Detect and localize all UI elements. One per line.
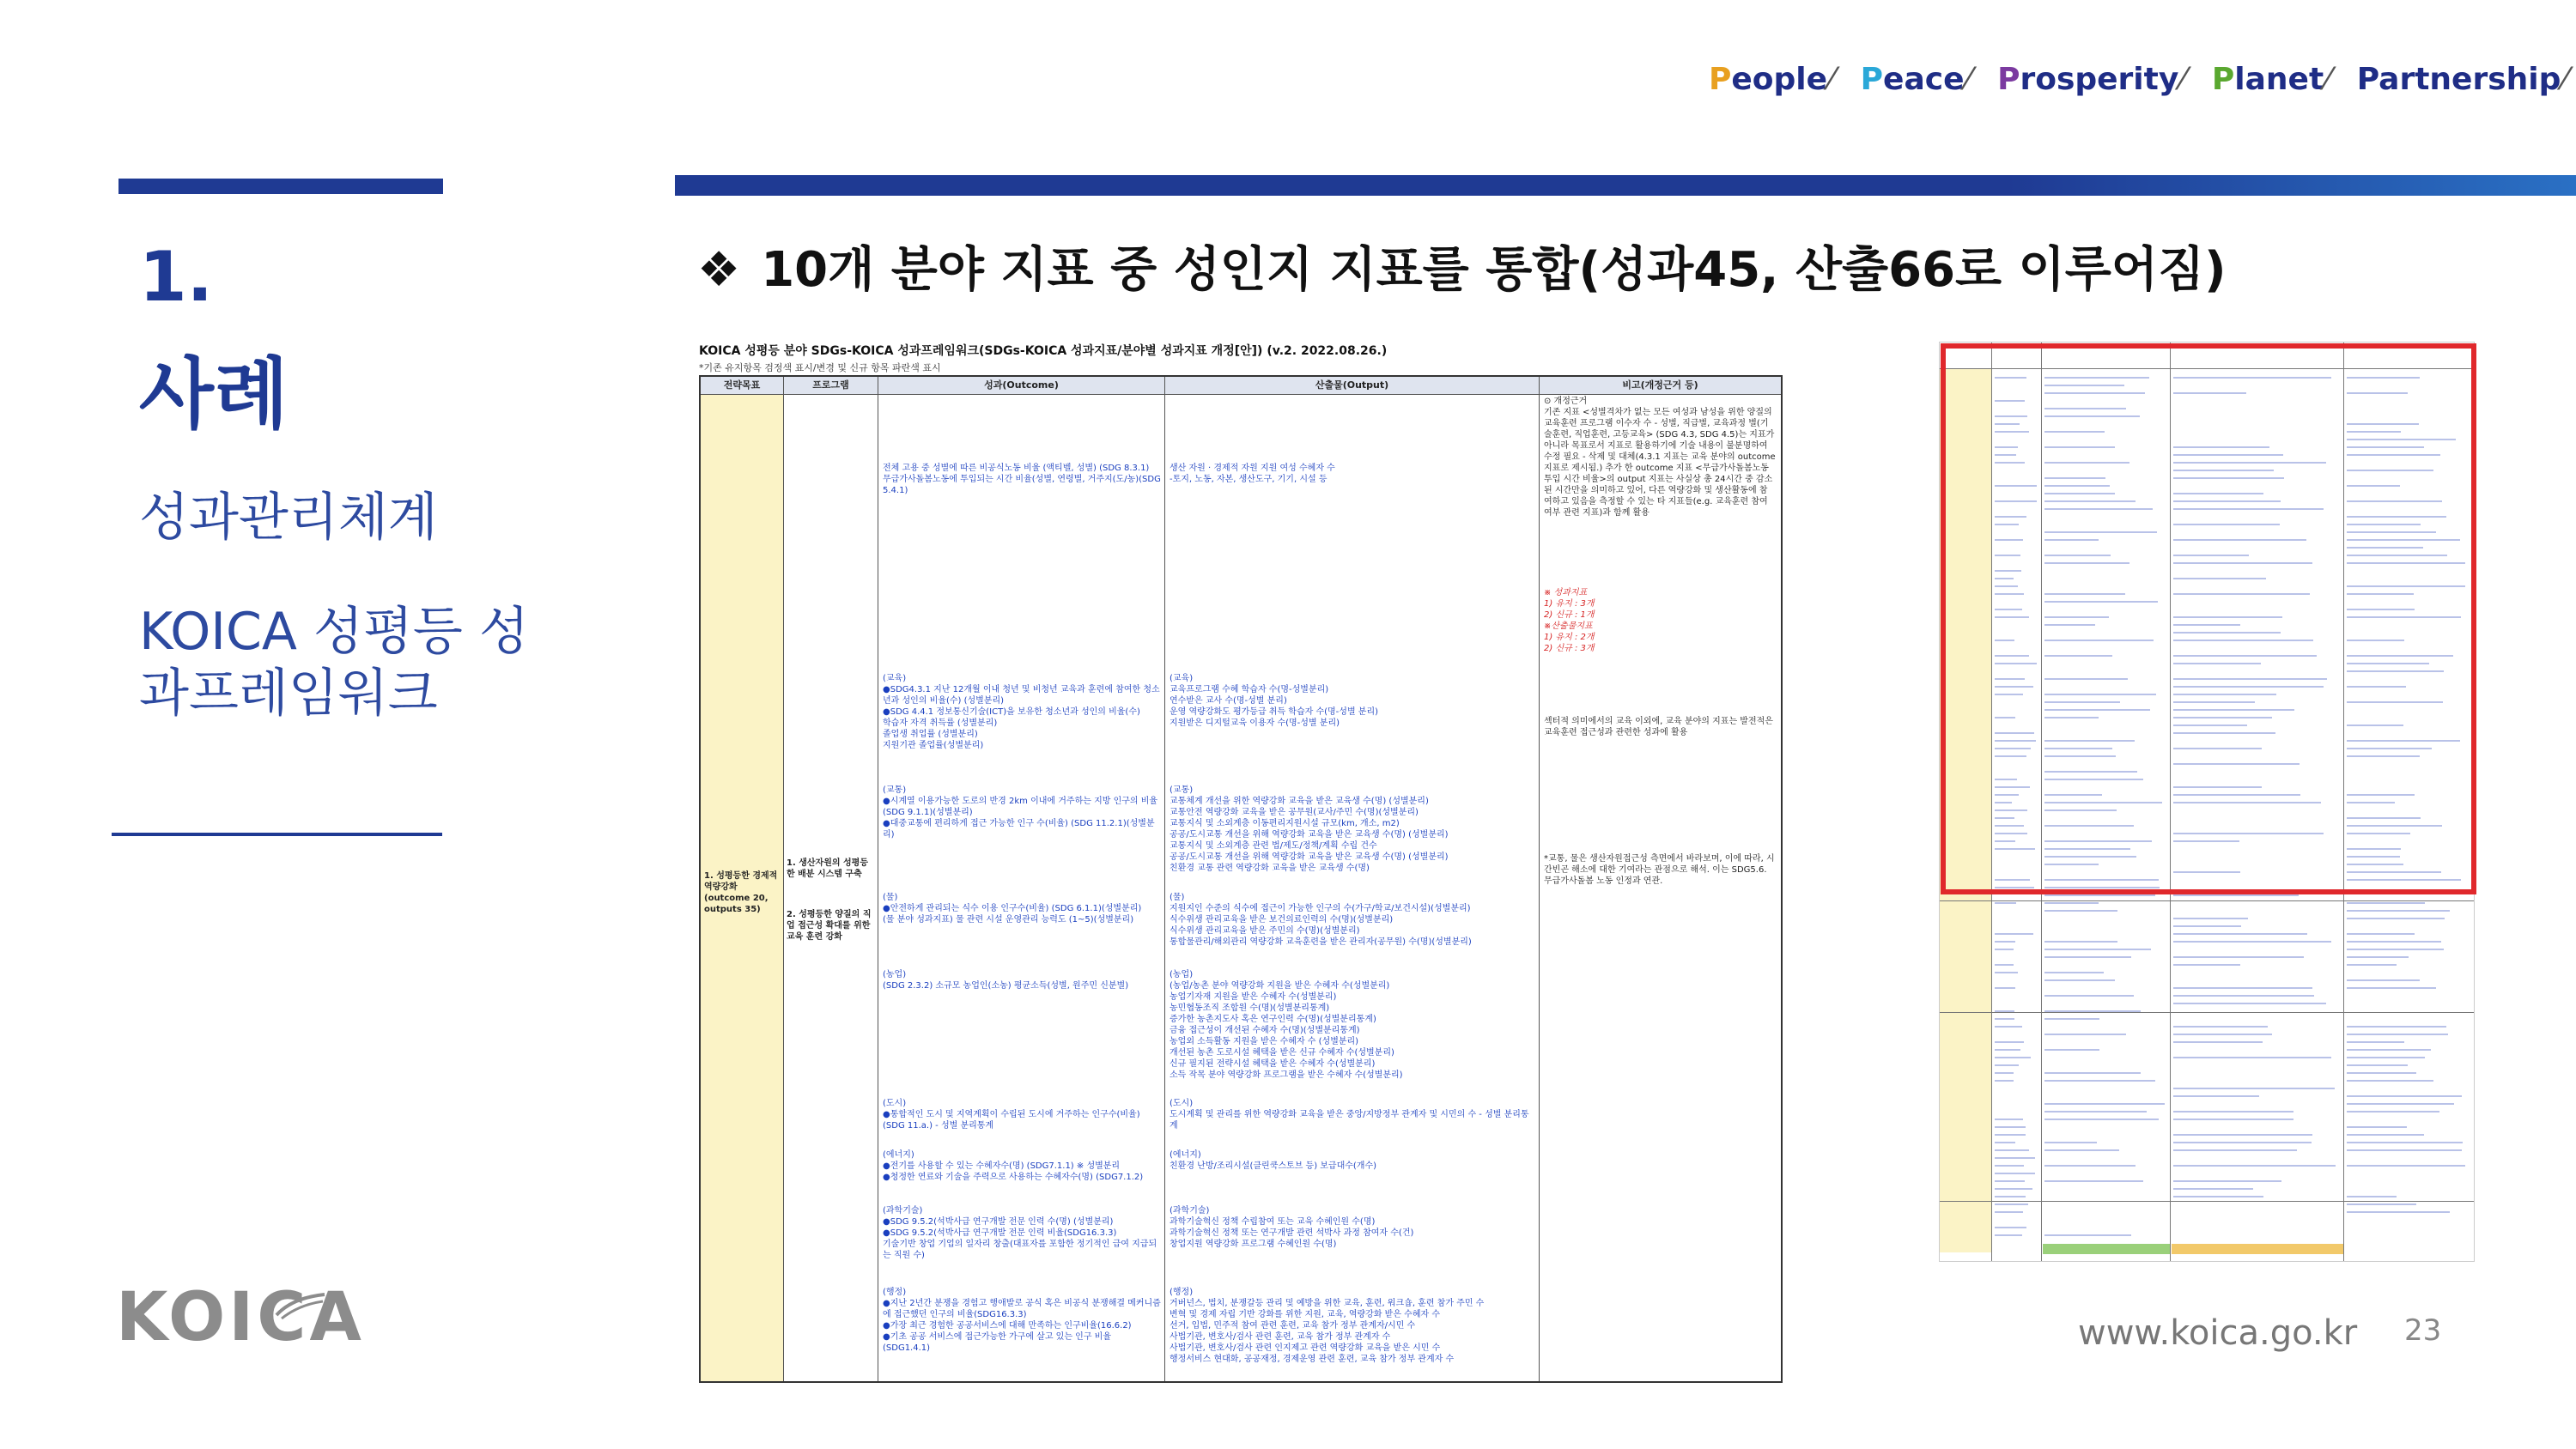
thumbnail-text-line [2044, 894, 2155, 896]
thumbnail-text-line [1995, 964, 2014, 966]
document-note: *기존 유지항목 검정색 표시/변경 및 신규 항목 파란색 표시 [699, 362, 941, 373]
page-number: 23 [2404, 1313, 2442, 1348]
thumbnail-text-line [2347, 1149, 2462, 1151]
slide-headline [697, 232, 2227, 300]
thumbnail-text-line [2044, 1180, 2143, 1182]
header-remarks: 비고(개정근거 등) [1540, 377, 1781, 395]
footer-url[interactable]: www.koica.go.kr [2078, 1313, 2358, 1353]
thumbnail-text-line [2173, 987, 2312, 989]
output-cell: 생산 자원 · 경제적 자원 지원 여성 수혜자 수 -토지, 노동, 자본, 생산도구, 기기, 시설 등 [1170, 464, 1335, 484]
outcome-cell: (에너지) ●전기를 사용할 수 있는 수혜자수(명) (SDG7.1.1) ※ 성별분리 ●청정한 연료와 기술을 주력으로 사용하는 수혜자수(명) (SDG7.1.2) [883, 1150, 1144, 1182]
outcome-cell: (과학기술) ●SDG 9.5.2(석박사급 연구개발 전문 인력 수(명) (성별분리) ●SDG 9.5.2(석박사급 연구개발 전문 인력 비율(SDG16.3.3) 기술기반 창업 기업의 일자리 창출(대표자를 포함한 정기적인 급여 지급되는 직원 수) [883, 1206, 1157, 1260]
thumbnail-text-line [2044, 956, 2131, 958]
thumbnail-text-line [1995, 1180, 2025, 1182]
thumbnail-text-line [1995, 1188, 2032, 1190]
thumbnail-text-line [2173, 925, 2241, 927]
thumbnail-text-line [2347, 949, 2444, 950]
thumbnail-text-line [2173, 918, 2248, 919]
thumbnail-text-line [2347, 1111, 2439, 1113]
thumbnail-text-line [1995, 1119, 2023, 1120]
thumbnail-text-line [2044, 949, 2151, 950]
logo-swoosh-icon [275, 1289, 326, 1324]
thumbnail-text-line [2173, 956, 2304, 958]
thumbnail-text-line [2044, 1111, 2147, 1113]
thumbnail-text-line [2173, 1026, 2268, 1028]
thumbnail-text-line [2044, 1142, 2097, 1143]
thumbnail-text-line [2044, 972, 2104, 973]
thumbnail-text-line [2044, 1010, 2141, 1012]
thumbnail-text-line [2173, 1057, 2331, 1058]
thumbnail-row-divider [1940, 900, 2474, 901]
thumbnail-text-line [2173, 941, 2331, 943]
thumbnail-text-line [2173, 894, 2299, 896]
thumbnail-text-line [2173, 1111, 2293, 1113]
thumbnail-text-line [1995, 1026, 2022, 1028]
header-outcome: 성과(Outcome) [878, 377, 1164, 395]
thumbnail-text-line [2347, 956, 2409, 958]
thumbnail-text-line [1995, 1227, 2026, 1228]
thumbnail-text-line [2347, 964, 2397, 966]
thumbnail-text-line [1995, 1010, 2014, 1012]
thumbnail-text-line [2347, 1165, 2465, 1167]
outcome-cell: (교통) ●시계열 이용가능한 도로의 반경 2km 이내에 거주하는 지방 인구의 비율 (SDG 9.1.1)(성별분리) ●대중교통에 편리하게 접근 가능한 인구 수(비율) (SDG 11.2.1)(성별분리) [883, 785, 1158, 840]
thumbnail-text-line [2044, 902, 2099, 904]
column-divider [1164, 377, 1165, 1381]
thumbnail-text-line [1995, 1196, 2026, 1197]
output-cell: (과학기술) 과학기술혁신 정책 수립참여 또는 교육 수혜인원 수(명) 과학기술혁신 정책 또는 연구개발 관련 석박사 과정 참여자 수(건) 창업지원 역량강화 프로그램 수혜인원 수(명) [1170, 1206, 1414, 1249]
thumbnail-text-line [2173, 1180, 2281, 1182]
remarks-indicator-counts: ※ 성과지표 1) 유지 : 3개 2) 신규 : 1개 ※산출물지표 1) 유지 : 2개 2) 신규 : 3개 [1544, 588, 1595, 653]
thumbnail-text-line [2347, 1057, 2425, 1058]
thumbnail-text-line [2173, 995, 2314, 997]
thumbnail-text-line [2347, 1034, 2448, 1035]
thumbnail-text-line [2347, 1196, 2397, 1197]
thumbnail-text-line [2347, 979, 2420, 981]
thumbnail-text-line [2347, 1126, 2407, 1128]
thumbnail-text-line [1995, 949, 2014, 950]
thumbnail-text-line [2347, 1049, 2431, 1051]
thumbnail-text-line [2044, 1103, 2165, 1105]
left-divider [112, 833, 442, 836]
thumbnail-text-line [1995, 1072, 2014, 1074]
header-strategy: 전략목표 [701, 377, 783, 395]
thumbnail-text-line [1995, 1134, 2026, 1136]
thumbnail-text-line [1995, 1018, 2014, 1020]
thumbnail-text-line [2173, 1196, 2263, 1197]
output-cell: (행정) 거버넌스, 법치, 분쟁갈등 관리 및 예방을 위한 교육, 훈련, 워크숍, 훈련 참가 주민 수 변혁 및 경제 자립 기반 강화를 위한 지원, 교육, 역량강화 받은 수혜자 수 선거, 입법, 민주적 참여 관련 훈련, 교육 참가 정부 관계자/시민 수 사법기관, 변호사/검사 관련 훈련, 교육 참가 정부 관계자 수 사법기관, 변호사/검사 관련 인지제고 관련 역량강화 교육을 받은 시민 수 행정서비스 현대화, 공공재정, 경제운영 관련 훈련, 교육 참가 정부 관계자 수 [1170, 1288, 1485, 1364]
subtitle-performance-system: 성과관리체계 [139, 488, 438, 548]
outcome-cell: (물) ●안전하게 관리되는 식수 이용 인구수(비율) (SDG 6.1.1)(성별분리) (물 분야 성과지표) 물 관련 시설 운영관리 능력도 (1~5)(성별분리) [883, 893, 1142, 925]
program-2: 2. 성평등한 양질의 직업 접근성 확대를 위한 교육 훈련 강화 [787, 910, 872, 942]
thumbnail-text-line [1995, 1080, 2014, 1082]
tagline-word-prosperity: Prosperity⁄ [1997, 62, 2186, 97]
thumbnail-text-line [1995, 1203, 2028, 1205]
thumbnail-text-line [1995, 1041, 2024, 1043]
thumbnail-text-line [2347, 1211, 2450, 1213]
outcome-cell: (교육) ●SDG4.3.1 지난 12개월 이내 청년 및 비청년 교육과 훈련에 참여한 청소년과 성인의 비율(수) (성별분리) ●SDG 4.4.1 정보통신기술(ICT)을 보유한 청소년과 성인의 비율(수) 학습자 자격 취득률 (성별분리) 졸업생 취업률 (성별분리) 지원기관 졸업률(성별분리) [883, 674, 1160, 750]
thumbnail-text-line [1995, 1126, 2026, 1128]
outcome-cell: (도시) ●통합적인 도시 및 지역계획이 수립된 도시에 거주하는 인구수(비율) (SDG 11.a.) - 성별 분리통계 [883, 1099, 1140, 1131]
program-1: 1. 생산자원의 성평등한 배분 시스템 구축 [787, 858, 868, 879]
thumbnail-text-line [2173, 1188, 2253, 1190]
thumbnail-text-line [2347, 1134, 2424, 1136]
subtitle-gender-framework: KOICA 성평등 성과프레임워크 [139, 602, 529, 724]
thumbnail-green-cell [2043, 1244, 2170, 1254]
thumbnail-text-line [2044, 1119, 2159, 1120]
thumbnail-text-line [2044, 910, 2117, 912]
thumbnail-text-line [2044, 1080, 2155, 1082]
thumbnail-text-line [2173, 1134, 2312, 1136]
thumbnail-text-line [1995, 933, 2033, 935]
thumbnail-text-line [2347, 918, 2445, 919]
thumbnail-text-line [1995, 987, 2015, 989]
strategy-goal: 1. 성평등한 경제적 역량강화 (outcome 20, outputs 35) [704, 871, 778, 914]
thumbnail-text-line [2347, 910, 2450, 912]
thumbnail-text-line [2347, 987, 2436, 989]
output-cell: (농업) (농업/농촌 분야 역량강화 지원을 받은 수혜자 수(성별분리) 농업기자재 지원을 받은 수혜자 수(성별분리) 농민협동조직 조합원 수(명)(성별분리통계) 증가한 농촌지도사 혹은 연구인력 수(명)(성별분리통계) 금융 접근성이 개선된 수혜자 수(명)(성별분리통계) 농업외 소득활동 지원을 받은 수혜자 수 (성별분리) 개선된 농촌 도로시설 혜택을 받은 신규 수혜자 수(성별분리) 신규 필지된 전략시설 혜택을 받은 수혜자 수(성별분리) 소득 작목 분야 역량강화 프로그램을 받은 수혜자 수(성별분리) [1170, 970, 1403, 1080]
thumbnail-text-line [2173, 1119, 2293, 1120]
thumbnail-text-line [1995, 902, 2016, 904]
tagline [1709, 62, 2576, 97]
outcome-cell: (행정) ●지난 2년간 분쟁을 경험고 행애발로 공식 혹은 비공식 분쟁해결 메커니즘에 접근했던 인구의 비율(SDG16.3.3) ●가장 최근 경험한 공공서비스에 대해 만족하는 인구비율(16.6.2) ●기초 공공 서비스에 접근가능한 가구에 살고 있는 인구 비율 (SDG1.4.1) [883, 1288, 1161, 1353]
thumbnail-text-line [2173, 1149, 2297, 1151]
tagline-word-peace: Peace⁄ [1860, 62, 1971, 97]
thumbnail-row-divider [1940, 1012, 2474, 1013]
tagline-word-partnership: Partnership⁄ [2356, 62, 2568, 97]
top-accent-bar [675, 175, 2576, 196]
thumbnail-text-line [2044, 941, 2117, 943]
thumbnail-text-line [2173, 964, 2240, 966]
outcome-cell: (농업) (SDG 2.3.2) 소규모 농업인(소농) 평균소득(성별, 원주민 신분별) [883, 970, 1129, 991]
thumbnail-text-line [2173, 1034, 2272, 1035]
thumbnail-text-line [2347, 902, 2425, 904]
thumbnail-text-line [1995, 1211, 2023, 1213]
thumbnail-orange-cell [2172, 1244, 2343, 1254]
thumbnail-text-line [1995, 1173, 2035, 1174]
thumbnail-text-line [1995, 1165, 2024, 1167]
koica-logo: KOICA [116, 1279, 365, 1356]
output-cell: (교육) 교육프로그램 수혜 학습자 수(명-성별분리) 연수받은 교사 수(명-성별 분리) 운영 역량강화도 평가등급 취득 학습자 수(명-성별 분리) 지원받은 디지털교육 이용자 수(명-성별 분리) [1170, 674, 1379, 728]
header-output: 산출물(Output) [1165, 377, 1539, 395]
thumbnail-text-line [1995, 1157, 2035, 1159]
thumbnail-text-line [2173, 1095, 2259, 1097]
column-divider [1539, 377, 1540, 1381]
thumbnail-text-line [2044, 995, 2134, 997]
thumbnail-text-line [2347, 1041, 2404, 1043]
thumbnail-text-line [2347, 941, 2441, 943]
output-cell: (물) 지원지인 수준의 식수에 접근이 가능한 인구의 수(가구/학교/보건시설)(성별분리) 식수위생 관리교육을 받은 보건의료인력의 수(명)(성별분리) 식수위생 관리교육을 받은 주민의 수(명)(성별분리) 통합물관리/해외관리 역량강화 교육훈련을 받은 관리자(공무원) 수(명)(성별분리) [1170, 893, 1472, 947]
document-title: KOICA 성평등 분야 SDGs-KOICA 성과프레임워크(SDGs-KOICA 성과지표/분야별 성과지표 개정[안]) (v.2. 2022.08.26.) [699, 344, 1388, 358]
thumbnail-text-line [1995, 1064, 2019, 1066]
thumbnail-text-line [1995, 1149, 2029, 1151]
thumbnail-text-line [2173, 1142, 2312, 1143]
thumbnail-text-line [1995, 1049, 2020, 1051]
thumbnail-text-line [2173, 1003, 2326, 1004]
thumbnail-text-line [2044, 1034, 2126, 1035]
gender-framework-highlight [1941, 343, 2476, 894]
thumbnail-text-line [2173, 1041, 2263, 1043]
thumbnail-text-line [1995, 1057, 2031, 1058]
output-cell: (교통) 교통체계 개선을 위한 역량강화 교육을 받은 교육생 수(명) (성별분리) 교통안전 역량강화 교육을 받은 공무원(교사/주민 수(명)(성별분리) 교통지식 및 소외계층 이동편리지원시설 규모(km, 개소, m2) 공공/도시교통 개선을 위해 역량강화 교육을 받은 교육생 수(명) (성별분리) 교통지식 및 소외계층 관련 법/제도/정책/계획 수립 건수 공공/도시교통 개선을 위해 역량강화 교육을 받은 교육생 수(명) (성별분리) 친환경 교통 관련 역량강화 교육을 받은 교육생 수(명) [1170, 785, 1449, 873]
column-divider [783, 377, 784, 1381]
diamond-bullet-icon: ❖ [697, 242, 741, 298]
headline-text: 10개 분야 지표 중 성인지 지표를 통합(성과45, 산출66로 이루어짐) [761, 242, 2227, 298]
section-number: 1. [139, 237, 214, 317]
thumbnail-text-line [2044, 1234, 2131, 1236]
outcome-cell: 전체 고용 중 성별에 따른 비공식노동 비율 (액티벨, 성별) (SDG 8.3.1) 무급가사돌봄노동에 투입되는 시간 비율(성별, 연령별, 거주지(도/농)(SDG 5.4.1) [883, 464, 1161, 495]
thumbnail-text-line [2347, 1026, 2446, 1028]
thumbnail-text-line [2044, 1018, 2099, 1020]
left-accent-bar [118, 179, 443, 194]
remarks-education: 섹터적 의미에서의 교육 이외에, 교육 분야의 지표는 발전적은 교육훈련 접근성과 관련한 성과에 활용 [1544, 717, 1773, 737]
thumbnail-text-line [2173, 1088, 2335, 1089]
tagline-word-people: People⁄ [1709, 62, 1835, 97]
thumbnail-text-line [2347, 1080, 2433, 1082]
section-title: 사례 [139, 349, 289, 440]
thumbnail-text-line [2044, 1165, 2136, 1167]
thumbnail-text-line [2347, 1072, 2416, 1074]
thumbnail-text-line [2044, 979, 2115, 981]
output-cell: (도시) 도시계획 및 관리를 위한 역량강화 교육을 받은 중앙/지방정부 관계자 및 시민의 수 - 성별 분리통계 [1170, 1099, 1529, 1131]
remarks-revision-basis: ⊙ 개정근거 기존 지표 <성별격차가 없는 모든 여성과 남성을 위한 양질의 교육훈련 프로그램 이수자 수 - 성별, 직급별, 교육과정 별(기술훈련, 직업훈련, 고등교육> (SDG 4.3, SDG 4.5)는 지표가 아니라 목표로서 지표로 활용하기에 기술 내용이 불분명하여 수정 필요 - 삭제 및 대체(4.3.1 지표는 교육 분야의 outcome 지표로 제시됨.) 추가 한 outcome 지표 <무급가사돌봄노동 투입 시간 비율>의 output 지표는 사실상 총 24시간 중 감소된 시간만을 의미하고 있어, 다른 역량강화 및 생산활동에 참여하고 있음을 측정할 수 있는 타 지표들(e.g. 교육훈련 참여 여부 관련 지표)과 함께 활용 [1544, 397, 1776, 518]
thumbnail-text-line [1995, 972, 2018, 973]
thumbnail-text-line [2044, 1149, 2119, 1151]
thumbnail-text-line [1995, 1234, 2022, 1236]
thumbnail-text-line [2347, 1095, 2462, 1097]
thumbnail-text-line [1995, 1142, 2015, 1143]
thumbnail-text-line [2347, 1064, 2408, 1066]
header-program: 프로그램 [784, 377, 878, 395]
thumbnail-text-line [1995, 941, 2015, 943]
thumbnail-text-line [2347, 1142, 2463, 1143]
thumbnail-text-line [2173, 1165, 2336, 1167]
thumbnail-text-line [2173, 933, 2307, 935]
thumbnail-text-line [2347, 1203, 2416, 1205]
thumbnail-text-line [2347, 1103, 2454, 1105]
framework-table [699, 375, 1783, 1383]
thumbnail-row-divider [1940, 1201, 2474, 1202]
thumbnail-text-line [2044, 1049, 2099, 1051]
output-cell: (에너지) 친환경 난방/조리시설(클린쿡스토브 등) 보급대수(개수) [1170, 1150, 1377, 1171]
thumbnail-text-line [2347, 933, 2415, 935]
tagline-word-planet: Planet⁄ [2211, 62, 2331, 97]
thumbnail-text-line [2044, 1072, 2141, 1074]
remarks-transport-water: *교통, 물은 생산자원접근성 측면에서 바라보며, 이에 따라, 시간빈곤 해소에 대한 기여라는 관점으로 해석. 이는 SDG5.6. 무급가사돌봄 노동 인정과 연관. [1544, 854, 1775, 886]
